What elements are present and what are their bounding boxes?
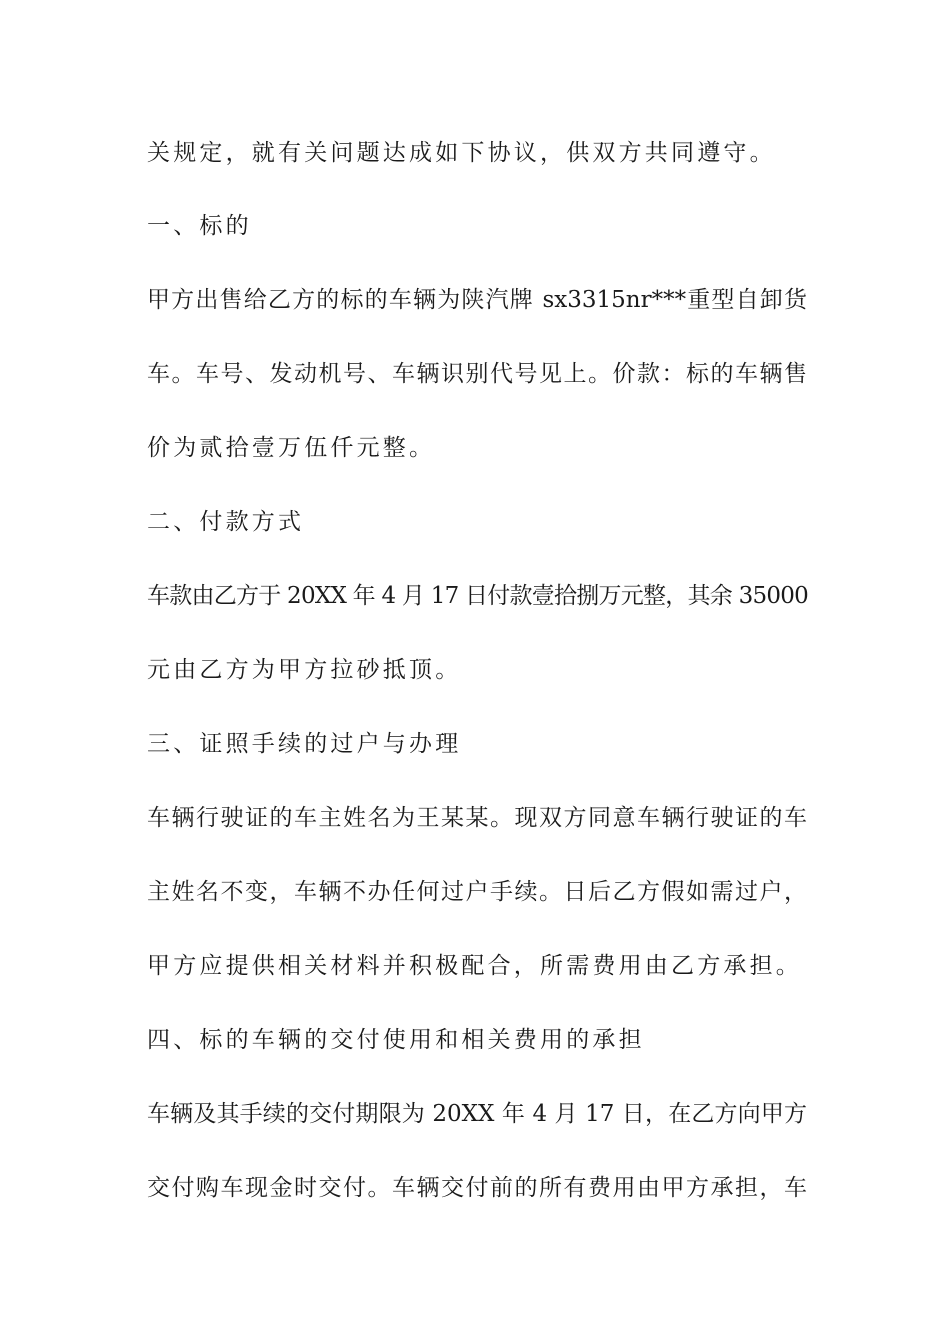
paragraph-line: 车辆行驶证的车主姓名为王某某。现双方同意车辆行驶证的车 (147, 805, 807, 831)
section-heading-2: 二、付款方式 (147, 509, 305, 535)
paragraph-line: 甲方出售给乙方的标的车辆为陕汽牌 sx3315nr***重型自卸货 (147, 287, 807, 313)
paragraph-line: 主姓名不变，车辆不办任何过户手续。日后乙方假如需过户， (147, 879, 807, 905)
section-heading-4: 四、标的车辆的交付使用和相关费用的承担 (147, 1027, 645, 1053)
paragraph-line: 元由乙方为甲方拉砂抵顶。 (147, 657, 462, 683)
paragraph-line: 车辆及其手续的交付期限为 20XX 年 4 月 17 日，在乙方向甲方 (147, 1101, 807, 1127)
section-heading-1: 一、标的 (147, 213, 252, 239)
paragraph-line: 交付购车现金时交付。车辆交付前的所有费用由甲方承担，车 (147, 1175, 807, 1201)
paragraph-line: 关规定，就有关问题达成如下协议，供双方共同遵守。 (147, 140, 776, 166)
paragraph-line: 价为贰拾壹万伍仟元整。 (147, 435, 436, 461)
paragraph-line: 车款由乙方于 20XX 年 4 月 17 日付款壹拾捌万元整，其余 35000 (147, 583, 809, 609)
paragraph-line: 甲方应提供相关材料并积极配合，所需费用由乙方承担。 (147, 953, 802, 979)
section-heading-3: 三、证照手续的过户与办理 (147, 731, 462, 757)
paragraph-line: 车。车号、发动机号、车辆识别代号见上。价款：标的车辆售 (147, 361, 807, 387)
